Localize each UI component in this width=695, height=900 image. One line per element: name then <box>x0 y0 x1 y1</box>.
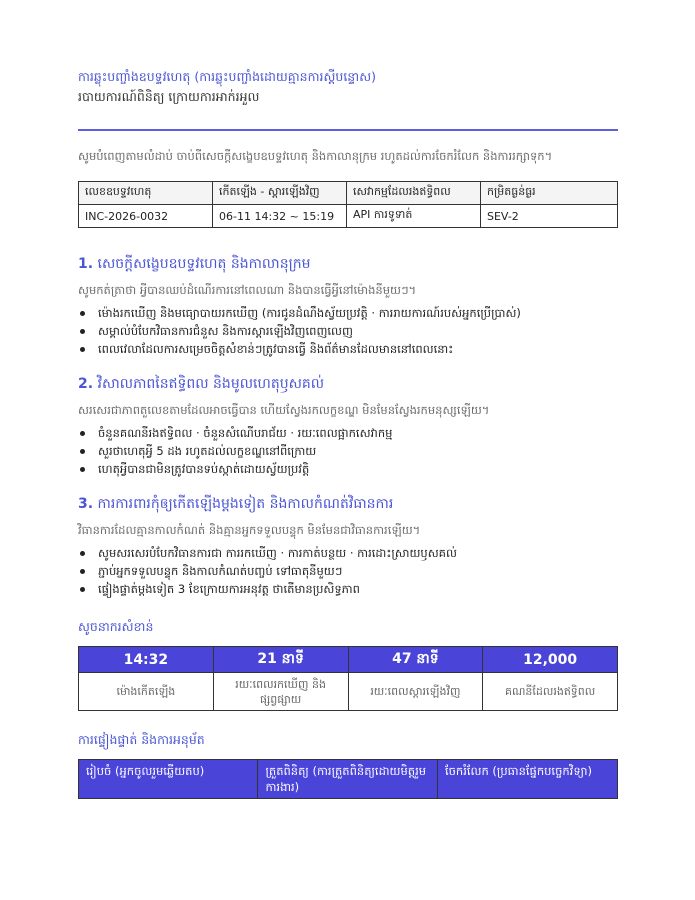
bullet-list <box>78 544 618 598</box>
section-description: សរសេរជាភាពតួលេខតាមដែលអាចធ្វើបាន ហើយស្វែងរកលក្ខខណ្ឌ មិនមែនស្វែងរកមនុស្សឡើយ។ <box>78 403 490 417</box>
meta-header-row <box>79 182 618 205</box>
section-description: សូមកត់ត្រាថា អ្វីបានឈប់ដំណើរការនៅពេលណា និងបានធ្វើអ្វីនៅម៉ោងនីមួយៗ។ <box>78 283 417 297</box>
approval-review: ត្រួតពិនិត្យ (ការត្រួតពិនិត្យដោយមិត្តរួមការងារ) <box>258 760 437 799</box>
section-summary <box>78 254 618 358</box>
kpi-value-recovery: 47 នាទី <box>348 647 483 673</box>
section-heading <box>78 374 618 394</box>
list-item: ពេលវេលាដែលការសម្រេចចិត្តសំខាន់ៗត្រូវបានធ្វើ និងព័ត៌មានដែលមាននៅពេលនោះ <box>78 340 618 358</box>
section-title: វិសាលភាពនៃឥទ្ធិពល និងមូលហេតុឫសគល់ <box>97 376 325 392</box>
list-item: សម្គាល់បំបែកវិធានការជំនួស និងការស្តារឡើងវិញពេញលេញ <box>78 322 618 340</box>
section-number: 3. <box>78 496 94 512</box>
meta-incident-id: INC-2026-0032 <box>79 205 213 228</box>
incident-meta-table <box>78 181 618 228</box>
approval-row <box>79 760 618 799</box>
section-heading <box>78 494 618 514</box>
meta-value-row <box>79 205 618 228</box>
kpi-value-occurred: 14:32 <box>79 647 214 673</box>
list-item: ភ្ជាប់អ្នកទទួលបន្ទុក និងកាលកំណត់បញ្ចប់ ទៅធាតុនីមួយៗ <box>78 562 618 580</box>
approval-prepare: រៀបចំ (អ្នកចូលរួមឆ្លើយតប) <box>79 760 258 799</box>
meta-header-service: សេវាកម្មដែលរងឥទ្ធិពល <box>347 182 481 205</box>
section-title: សេចក្តីសង្ខេបឧបទ្ទវហេតុ និងកាលានុក្រម <box>97 256 311 272</box>
section-prevention <box>78 494 618 598</box>
meta-service: API ការទូទាត់ <box>347 205 481 228</box>
section-description: វិធានការដែលគ្មានកាលកំណត់ និងគ្មានអ្នកទទួលបន្ទុក មិនមែនជាវិធានការឡើយ។ <box>78 523 421 537</box>
document-page <box>78 68 618 799</box>
kpi-label-row <box>79 673 618 711</box>
list-item: សូមសរសេរបំបែកវិធានការជា ការរកឃើញ · ការកាត់បន្ថយ · ការដោះស្រាយឫសគល់ <box>78 544 618 562</box>
kpi-table <box>78 646 618 711</box>
section-number: 1. <box>78 256 94 272</box>
meta-severity: SEV-2 <box>481 205 618 228</box>
kpi-value-detection: 21 នាទី <box>213 647 348 673</box>
list-item: ចំនួនគណនីរងឥទ្ធិពល · ចំនួនសំណើបរាជ័យ · រយៈពេលផ្អាកសេវាកម្ម <box>78 424 618 442</box>
kpi-label-recovery: រយៈពេលស្តារឡើងវិញ <box>348 673 483 711</box>
meta-header-id: លេខឧបទ្ទវហេតុ <box>79 182 213 205</box>
approval-heading: ការផ្ទៀងផ្ទាត់ និងការអនុម័ត <box>78 732 205 747</box>
list-item: ម៉ោងរកឃើញ និងមធ្យោបាយរកឃើញ (ការជូនដំណឹងស្វ័យប្រវត្តិ · ការរាយការណ៍របស់អ្នកប្រើប្រាស់) <box>78 304 618 322</box>
kpi-value-accounts: 12,000 <box>483 647 618 673</box>
intro-text: សូមបំពេញតាមលំដាប់ ចាប់ពីសេចក្តីសង្ខេបឧបទ្ទវហេតុ និងកាលានុក្រម រហូតដល់ការចែករំលែក និងការរក្សាទុក។ <box>78 149 553 163</box>
kpi-heading: សូចនាករសំខាន់ <box>78 619 154 634</box>
list-item: ផ្ទៀងផ្ទាត់ម្តងទៀត 3 ខែក្រោយការអនុវត្ត ថាតើមានប្រសិទ្ធភាព <box>78 580 618 598</box>
meta-header-time: កើតឡើង - ស្តារឡើងវិញ <box>213 182 347 205</box>
approval-share: ចែករំលែក (ប្រធានផ្នែកបច្ចេកវិទ្យា) <box>437 760 617 799</box>
bullet-list <box>78 304 618 358</box>
meta-header-severity: កម្រិតធ្ងន់ធ្ងរ <box>481 182 618 205</box>
kpi-label-occurred: ម៉ោងកើតឡើង <box>79 673 214 711</box>
document-title: ការឆ្លុះបញ្ចាំងឧបទ្ទវហេតុ (ការឆ្លុះបញ្ចាំងដោយគ្មានការស្តីបន្ទោស) <box>78 69 376 84</box>
list-item: ហេតុអ្វីបានជាមិនត្រូវបានទប់ស្កាត់ដោយស្វ័យប្រវត្តិ <box>78 460 618 478</box>
meta-time-range: 06-11 14:32 ~ 15:19 <box>213 205 347 228</box>
bullet-list <box>78 424 618 478</box>
header-divider <box>78 129 618 131</box>
section-number: 2. <box>78 376 94 392</box>
kpi-label-detection: រយៈពេលរកឃើញ និងផ្សព្វផ្សាយ <box>213 673 348 711</box>
approval-table <box>78 759 618 799</box>
kpi-label-accounts: គណនីដែលរងឥទ្ធិពល <box>483 673 618 711</box>
section-heading <box>78 254 618 274</box>
kpi-value-row <box>79 647 618 673</box>
section-impact <box>78 374 618 478</box>
document-subtitle: របាយការណ៍ពិនិត្យ ក្រោយការអាក់រអួល <box>78 89 260 104</box>
section-title: ការការពារកុំឲ្យកើតឡើងម្តងទៀត និងកាលកំណត់វិធានការ <box>97 496 394 512</box>
list-item: សួរថាហេតុអ្វី 5 ដង រហូតដល់លក្ខខណ្ឌនៅពីក្រោយ <box>78 442 618 460</box>
